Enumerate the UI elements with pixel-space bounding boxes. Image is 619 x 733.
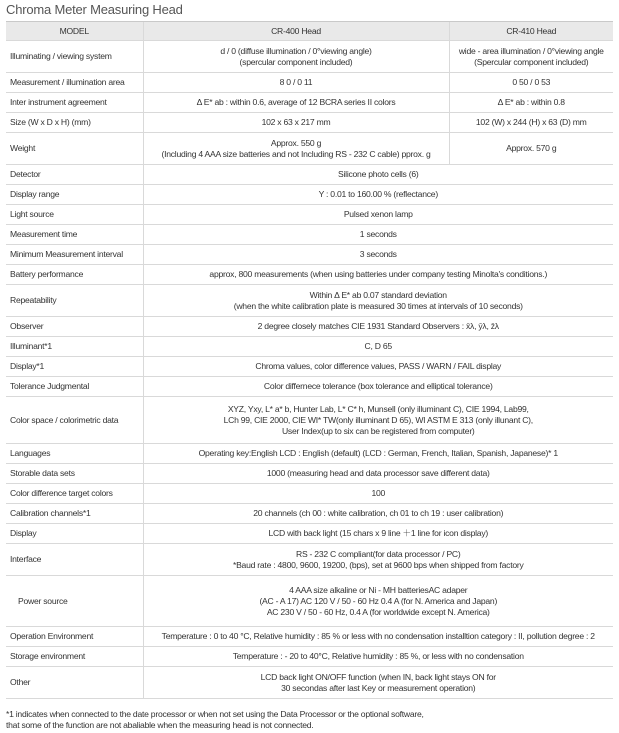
shared-value: LCD with back light (15 chars x 9 line ＋1 line for icon display) xyxy=(143,524,613,544)
row-label: Interface xyxy=(6,544,143,576)
row-label: Display xyxy=(6,524,143,544)
row-label: Illuminating / viewing system xyxy=(6,41,143,73)
table-row xyxy=(6,265,613,285)
table-row xyxy=(6,377,613,397)
row-label: Color difference target colors xyxy=(6,484,143,504)
row-label: Detector xyxy=(6,165,143,185)
table-row xyxy=(6,225,613,245)
shared-value: XYZ, Yxy, L* a* b, Hunter Lab, L* C* h, Munsell (only illuminant C), CIE 1994, Lab99, LCh 99, CIE 2000, CIE WI* TW(only illuminant D 65), WI ASTM E 313 (only illunant C), User Index(up to six can be registered from computer) xyxy=(143,397,613,444)
table-row xyxy=(6,113,613,133)
footnote-line: *1 indicates when connected to the date processor or when not set using the Data Processor or the optional software, xyxy=(6,709,424,719)
shared-value: 20 channels (ch 00 : white calibration, ch 01 to ch 19 : user calibration) xyxy=(143,504,613,524)
shared-value: 2 degree closely matches CIE 1931 Standard Observers : x̄λ, ȳλ, z̄λ xyxy=(143,317,613,337)
row-label: Storable data sets xyxy=(6,464,143,484)
shared-value: Temperature : - 20 to 40°C, Relative humidity : 85 %, or less with no condensation xyxy=(143,647,613,667)
table-row xyxy=(6,576,613,627)
cr410-value: Approx. 570 g xyxy=(449,133,613,165)
shared-value: 3 seconds xyxy=(143,245,613,265)
shared-value: Within Δ E* ab 0.07 standard deviation (when the white calibration plate is measured 30 times at intervals of 10 seconds) xyxy=(143,285,613,317)
row-label: Minimum Measurement interval xyxy=(6,245,143,265)
cr400-value: d / 0 (diffuse illumination / 0°viewing angle) (spercular component included) xyxy=(143,41,449,73)
shared-value: Temperature : 0 to 40 °C, Relative humidity : 85 % or less with no condensation installtion category : II, pollution degree : 2 xyxy=(143,627,613,647)
row-label: Color space / colorimetric data xyxy=(6,397,143,444)
shared-value: 1000 (measuring head and data processor save different data) xyxy=(143,464,613,484)
cr410-value: 102 (W) x 244 (H) x 63 (D) mm xyxy=(449,113,613,133)
row-label: Inter instrument agreement xyxy=(6,93,143,113)
table-header-row xyxy=(6,22,613,41)
table-row xyxy=(6,165,613,185)
row-label: Display range xyxy=(6,185,143,205)
table-row xyxy=(6,544,613,576)
table-row xyxy=(6,667,613,699)
row-label: Storage environment xyxy=(6,647,143,667)
row-label: Light source xyxy=(6,205,143,225)
shared-value: Chroma values, color difference values, PASS / WARN / FAIL display xyxy=(143,357,613,377)
header-cr410: CR-410 Head xyxy=(449,22,613,41)
row-label: Calibration channels*1 xyxy=(6,504,143,524)
table-row xyxy=(6,504,613,524)
row-label: Languages xyxy=(6,444,143,464)
cr410-value: 0 50 / 0 53 xyxy=(449,73,613,93)
table-row xyxy=(6,337,613,357)
row-label: Measurement time xyxy=(6,225,143,245)
shared-value: 100 xyxy=(143,484,613,504)
shared-value: Y : 0.01 to 160.00 % (reflectance) xyxy=(143,185,613,205)
row-label: Operation Environment xyxy=(6,627,143,647)
shared-value: Silicone photo cells (6) xyxy=(143,165,613,185)
shared-value: Operating key:English LCD : English (default) (LCD : German, French, Italian, Spanish, Japanese)* 1 xyxy=(143,444,613,464)
table-row xyxy=(6,444,613,464)
row-label: Measurement / illumination area xyxy=(6,73,143,93)
header-cr400: CR-400 Head xyxy=(143,22,449,41)
footnote-line: that some of the function are not abaliable when the measuring head is not connected. xyxy=(6,720,314,730)
shared-value: Color differnece tolerance (box tolerance and elliptical tolerance) xyxy=(143,377,613,397)
header-model: MODEL xyxy=(6,22,143,41)
row-label: Observer xyxy=(6,317,143,337)
shared-value: 1 seconds xyxy=(143,225,613,245)
table-row xyxy=(6,285,613,317)
table-row xyxy=(6,73,613,93)
row-label: Repeatability xyxy=(6,285,143,317)
shared-value: 4 AAA size alkaline or Ni - MH batteriesAC adaper (AC - A 17) AC 120 V / 50 - 60 Hz 0.4 A (for N. America and Japan) AC 230 V / 50 - 60 Hz, 0.4 A (for worldwide except N. America) xyxy=(143,576,613,627)
row-label: Other xyxy=(6,667,143,699)
table-row xyxy=(6,245,613,265)
table-row xyxy=(6,524,613,544)
table-row xyxy=(6,133,613,165)
table-row xyxy=(6,205,613,225)
cr410-value: Δ E* ab : within 0.8 xyxy=(449,93,613,113)
shared-value: Pulsed xenon lamp xyxy=(143,205,613,225)
table-row xyxy=(6,93,613,113)
table-row xyxy=(6,41,613,73)
row-label: Power source xyxy=(6,576,143,627)
shared-value: C, D 65 xyxy=(143,337,613,357)
table-row xyxy=(6,185,613,205)
row-label: Display*1 xyxy=(6,357,143,377)
table-row xyxy=(6,317,613,337)
cr400-value: 8 0 / 0 11 xyxy=(143,73,449,93)
cr410-value: wide - area illumination / 0°viewing angle (Spercular component included) xyxy=(449,41,613,73)
table-row xyxy=(6,397,613,444)
cr400-value: Δ E* ab : within 0.6, average of 12 BCRA series II colors xyxy=(143,93,449,113)
row-label: Battery performance xyxy=(6,265,143,285)
shared-value: LCD back light ON/OFF function (when IN, back light stays ON for 30 secondas after last Key or measurement operation) xyxy=(143,667,613,699)
row-label: Weight xyxy=(6,133,143,165)
table-row xyxy=(6,484,613,504)
shared-value: RS - 232 C compliant(for data processor / PC) *Baud rate : 4800, 9600, 19200, (bps), set at 9600 bps when shipped from factory xyxy=(143,544,613,576)
cr400-value: 102 x 63 x 217 mm xyxy=(143,113,449,133)
row-label: Illuminant*1 xyxy=(6,337,143,357)
table-row xyxy=(6,464,613,484)
page-title: Chroma Meter Measuring Head xyxy=(6,2,183,17)
footnote xyxy=(6,709,424,731)
spec-table xyxy=(6,21,613,699)
table-row xyxy=(6,647,613,667)
row-label: Tolerance Judgmental xyxy=(6,377,143,397)
table-row xyxy=(6,357,613,377)
shared-value: approx, 800 measurements (when using batteries under company testing Minolta's conditions.) xyxy=(143,265,613,285)
row-label: Size (W x D x H) (mm) xyxy=(6,113,143,133)
table-row xyxy=(6,627,613,647)
cr400-value: Approx. 550 g (Including 4 AAA size batteries and not Including RS - 232 C cable) pprox. g xyxy=(143,133,449,165)
